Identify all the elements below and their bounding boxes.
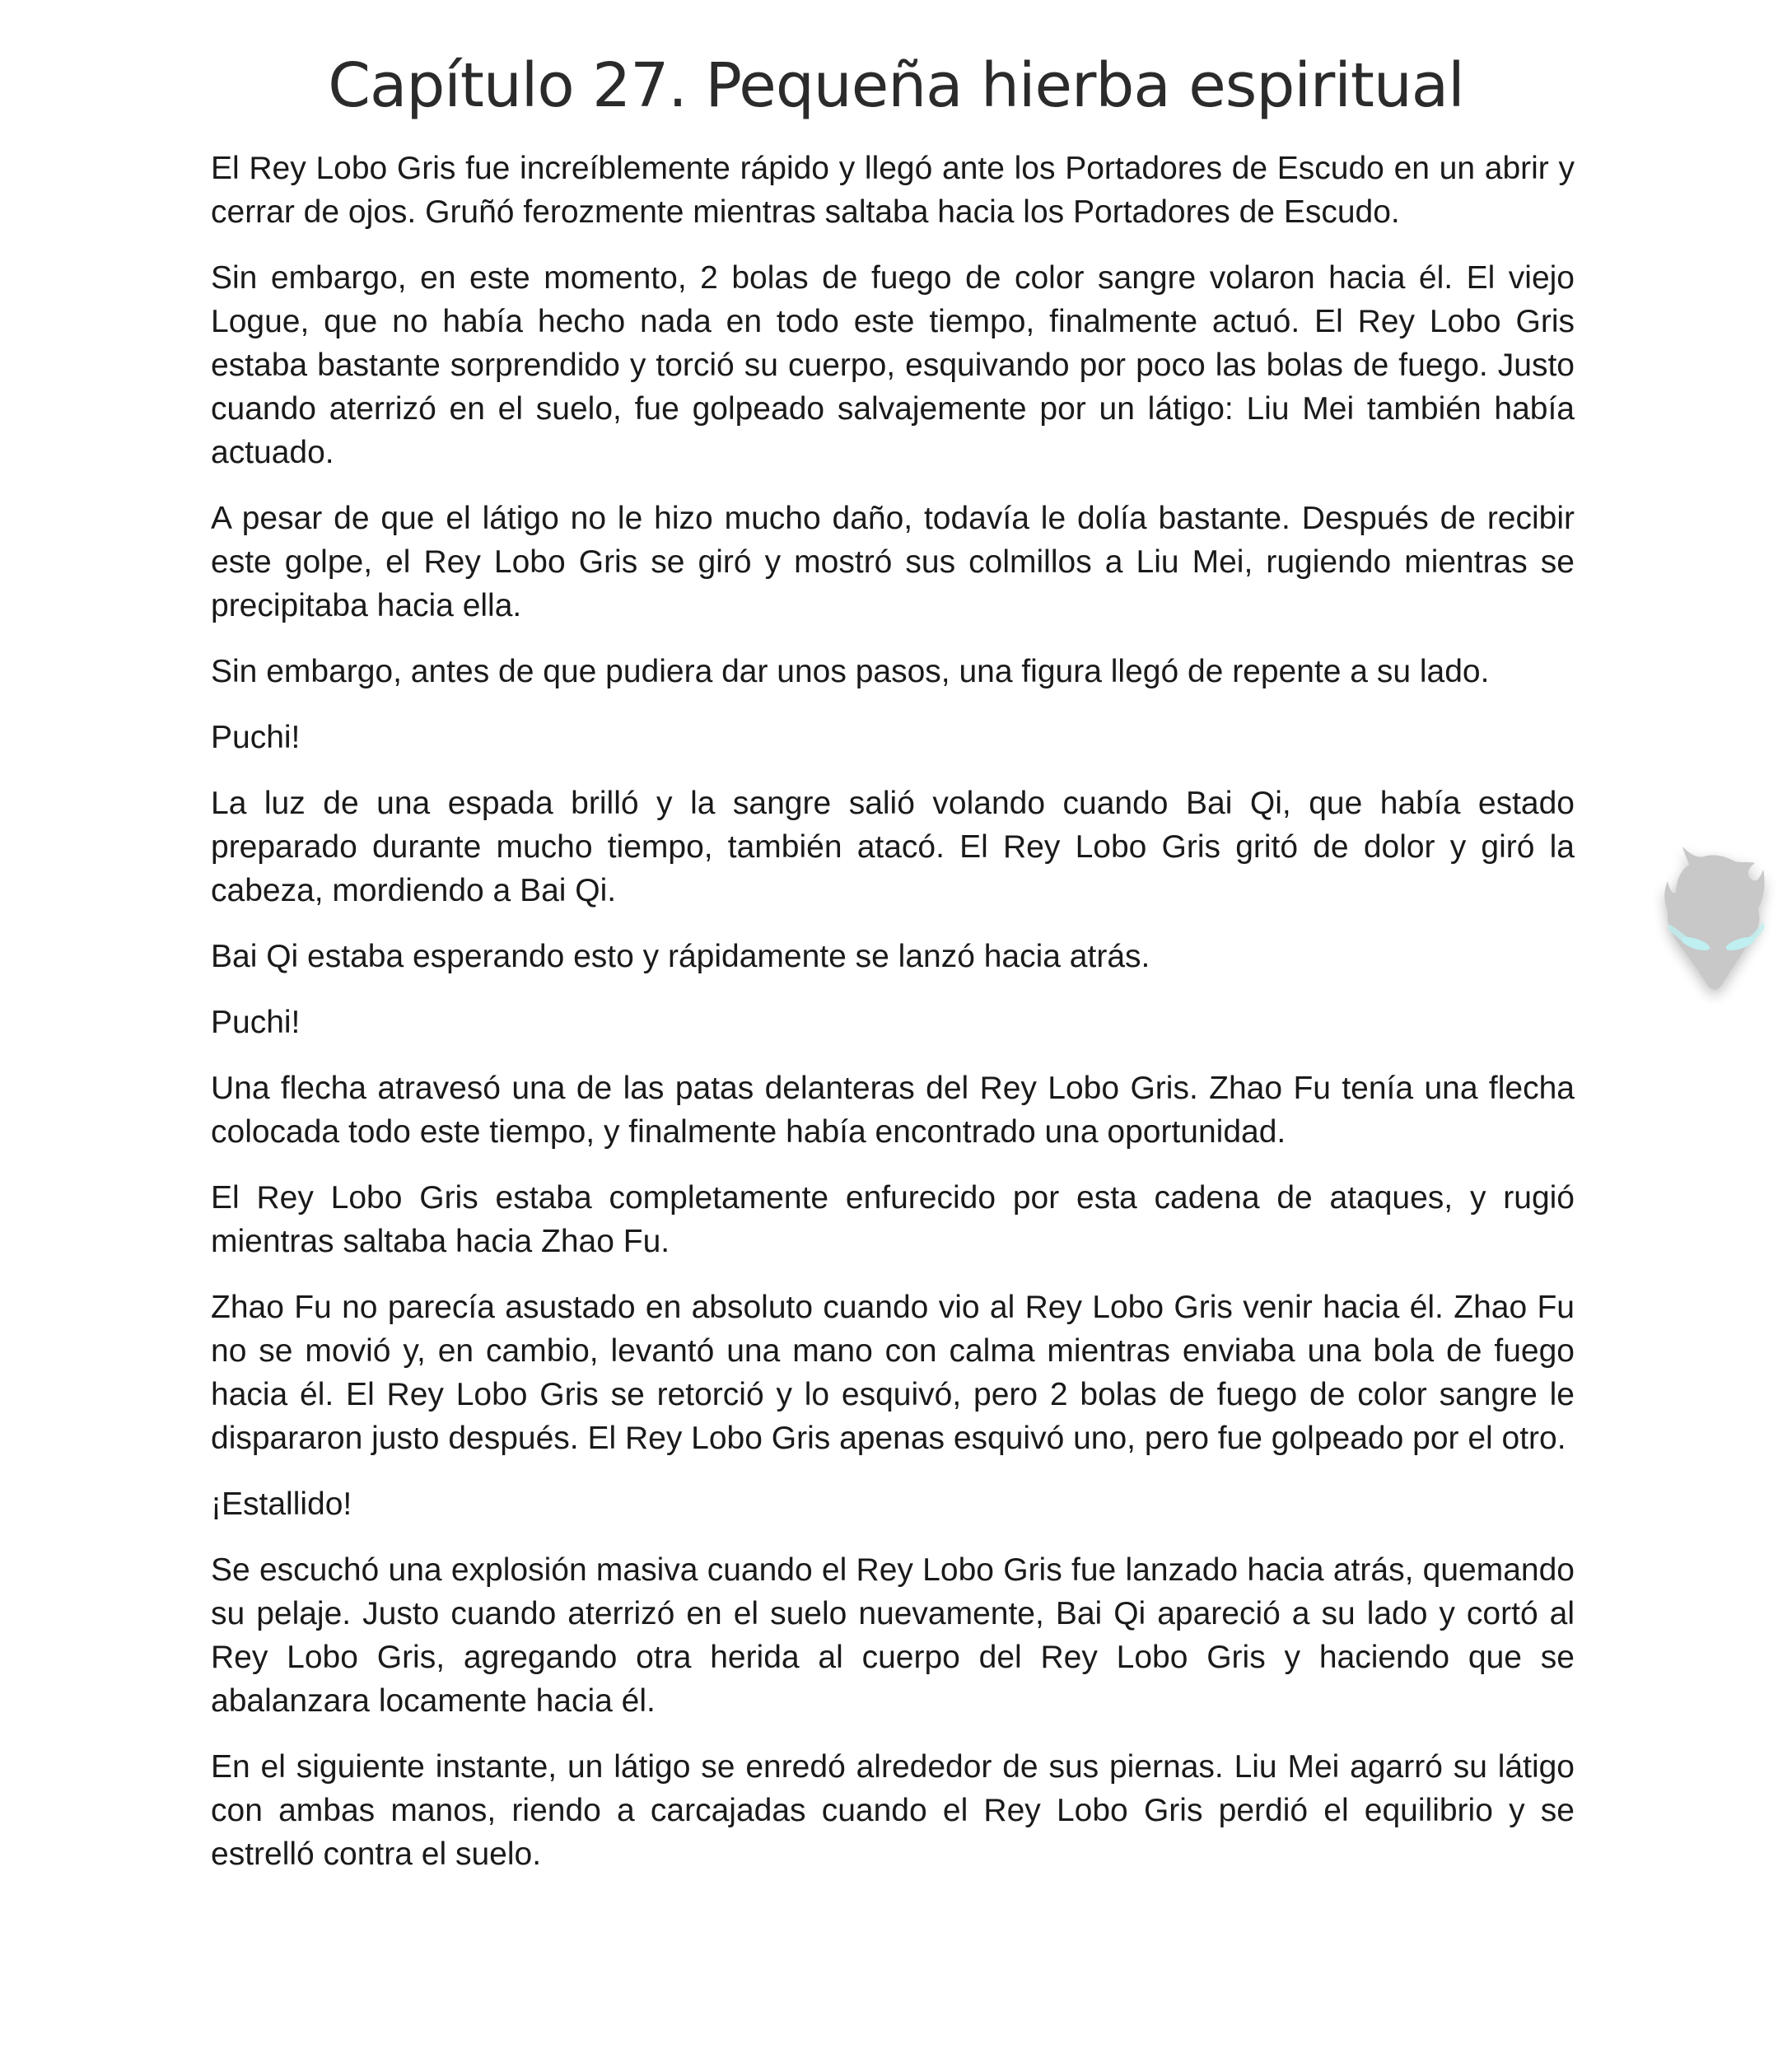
paragraph: En el siguiente instante, un látigo se enredó alrededor de sus piernas. Liu Mei agarró su látigo con ambas manos, riendo a carcajadas cuando el Rey Lobo Gris perdió el equilibrio y se estrelló contra el suelo. [211,1749,1575,1872]
paragraph: El Rey Lobo Gris estaba completamente enfurecido por esta cadena de ataques, y rugió mientras saltaba hacia Zhao Fu. [211,1180,1575,1259]
paragraph: Bai Qi estaba esperando esto y rápidamente se lanzó hacia atrás. [211,939,1150,974]
chapter-title: Capítulo 27. Pequeña hierba espiritual [328,50,1464,121]
demon-head-silhouette-icon [1618,824,1783,1005]
paragraph: Sin embargo, antes de que pudiera dar unos pasos, una figura llegó de repente a su lado. [211,654,1490,689]
paragraph: La luz de una espada brilló y la sangre salió volando cuando Bai Qi, que había estado preparado durante mucho tiempo, también atacó. El Rey Lobo Gris gritó de dolor y giró la cabeza, mordiendo a Bai Qi. [211,786,1575,908]
watermark-logo [1618,824,1783,1005]
paragraph: Se escuchó una explosión masiva cuando el Rey Lobo Gris fue lanzado hacia atrás, quemando su pelaje. Justo cuando aterrizó en el suelo nuevamente, Bai Qi apareció a su lado y cortó al Rey Lobo Gris, agregando otra herida al cuerpo del Rey Lobo Gris y haciendo que se abalanzara locamente hacia él. [211,1552,1575,1719]
paragraph: Zhao Fu no parecía asustado en absoluto cuando vio al Rey Lobo Gris venir hacia él. Zhao Fu no se movió y, en cambio, levantó una mano con calma mientras enviaba una bola de fuego hacia él. El Rey Lobo Gris se retorció y lo esquivó, pero 2 bolas de fuego de color sangre le dispararon justo después. El Rey Lobo Gris apenas esquivó uno, pero fue golpeado por el otro. [211,1290,1575,1456]
paragraph: ¡Estallido! [211,1486,352,1522]
paragraph: Sin embargo, en este momento, 2 bolas de fuego de color sangre volaron hacia él. El viejo Logue, que no había hecho nada en todo este tiempo, finalmente actuó. El Rey Lobo Gris estaba bastante sorprendido y torció su cuerpo, esquivando por poco las bolas de fuego. Justo cuando aterrizó en el suelo, fue golpeado salvajemente por un látigo: Liu Mei también había actuado. [211,260,1575,470]
paragraph: Puchi! [211,720,301,755]
paragraph: Una flecha atravesó una de las patas delanteras del Rey Lobo Gris. Zhao Fu tenía una flecha colocada todo este tiempo, y finalmente había encontrado una oportunidad. [211,1071,1575,1150]
chapter-body [211,147,1575,1898]
paragraph: Puchi! [211,1005,301,1040]
paragraph: A pesar de que el látigo no le hizo mucho daño, todavía le dolía bastante. Después de recibir este golpe, el Rey Lobo Gris se giró y mostró sus colmillos a Liu Mei, rugiendo mientras se precipitaba hacia ella. [211,501,1575,623]
paragraph: El Rey Lobo Gris fue increíblemente rápido y llegó ante los Portadores de Escudo en un abrir y cerrar de ojos. Gruñó ferozmente mientras saltaba hacia los Portadores de Escudo. [211,151,1575,230]
